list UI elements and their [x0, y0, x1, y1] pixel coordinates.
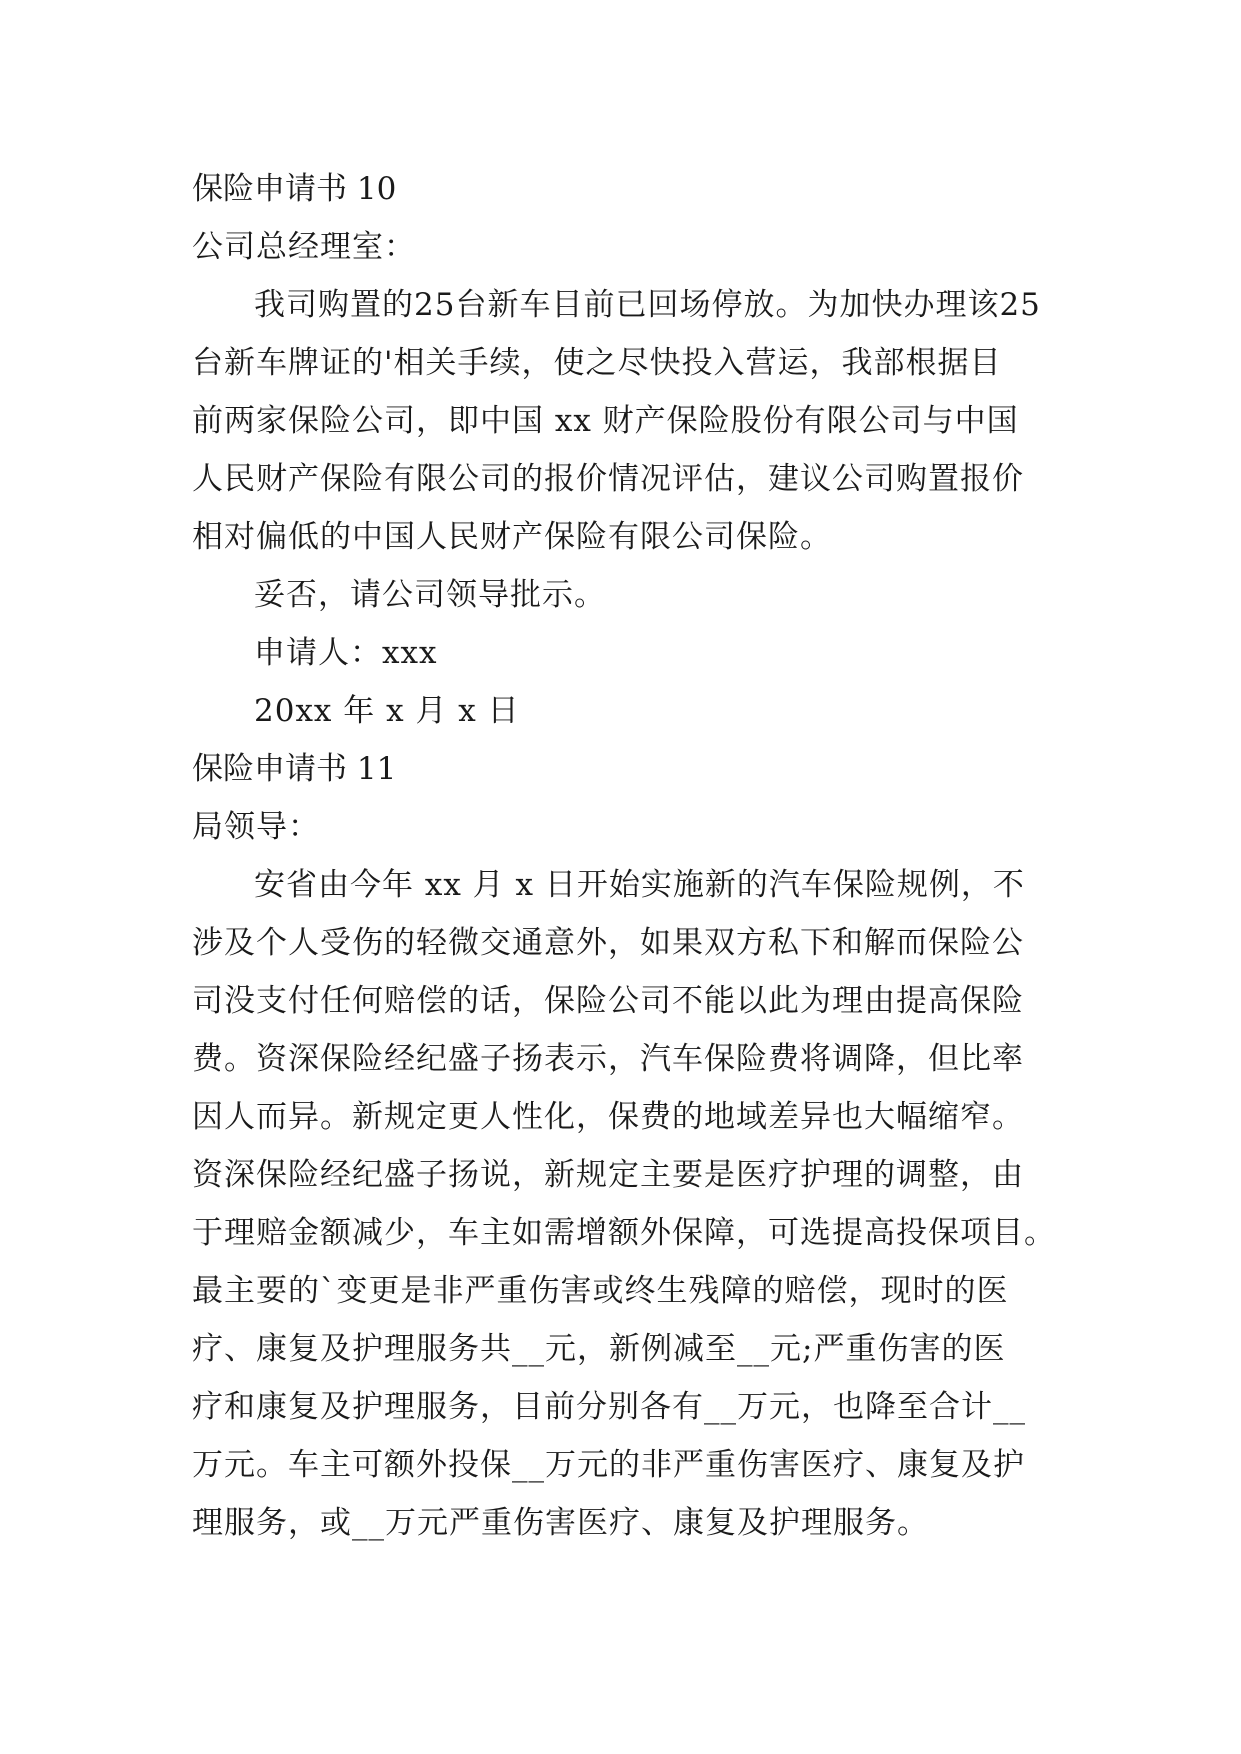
section-11 [192, 740, 1062, 1552]
section-11-body-line: 司没支付任何赔偿的话，保险公司不能以此为理由提高保险 [192, 983, 1024, 1019]
section-11-body-line: 疗和康复及护理服务，目前分别各有__万元，也降至合计__ [192, 1389, 1026, 1425]
section-11-body-line: 安省由今年 xx 月 x 日开始实施新的汽车保险规例，不 [254, 867, 1025, 903]
section-11-body-line: 因人而异。新规定更人性化，保费的地域差异也大幅缩窄。 [192, 1099, 1024, 1135]
section-10-body-line: 我司购置的25台新车目前已回场停放。为加快办理该25 [254, 287, 1041, 323]
section-10 [192, 160, 1062, 740]
section-10-body-line: 人民财产保险有限公司的报价情况评估，建议公司购置报价 [192, 461, 1024, 497]
document-page [192, 160, 1062, 1552]
section-11-body-line: 最主要的`变更是非严重伤害或终生残障的赔偿，现时的医 [192, 1273, 1009, 1309]
section-10-addressee: 公司总经理室： [192, 229, 416, 265]
section-10-body-line: 前两家保险公司，即中国 xx 财产保险股份有限公司与中国 [192, 403, 1019, 439]
section-10-applicant: 申请人：xxx [254, 635, 438, 671]
section-11-body-line: 费。资深保险经纪盛子扬表示，汽车保险费将调降，但比率 [192, 1041, 1024, 1077]
section-10-date: 20xx 年 x 月 x 日 [254, 693, 520, 729]
section-11-title: 保险申请书 11 [192, 751, 397, 787]
section-10-body-line: 台新车牌证的'相关手续，使之尽快投入营运，我部根据目 [192, 345, 1002, 381]
section-11-body-line: 于理赔金额减少，车主如需增额外保障，可选提高投保项目。 [192, 1215, 1056, 1251]
section-10-closing: 妥否，请公司领导批示。 [254, 577, 606, 613]
section-11-body-line: 理服务，或__万元严重伤害医疗、康复及护理服务。 [192, 1505, 929, 1541]
section-11-body-line: 万元。车主可额外投保__万元的非严重伤害医疗、康复及护 [192, 1447, 1025, 1483]
section-11-body-line: 涉及个人受伤的轻微交通意外，如果双方私下和解而保险公 [192, 925, 1024, 961]
section-11-body-line: 资深保险经纪盛子扬说，新规定主要是医疗护理的调整，由 [192, 1157, 1024, 1193]
section-11-addressee: 局领导： [192, 809, 320, 845]
section-10-title: 保险申请书 10 [192, 171, 397, 207]
section-11-body-line: 疗、康复及护理服务共__元，新例减至__元;严重伤害的医 [192, 1331, 1006, 1367]
section-10-body-line: 相对偏低的中国人民财产保险有限公司保险。 [192, 519, 832, 555]
